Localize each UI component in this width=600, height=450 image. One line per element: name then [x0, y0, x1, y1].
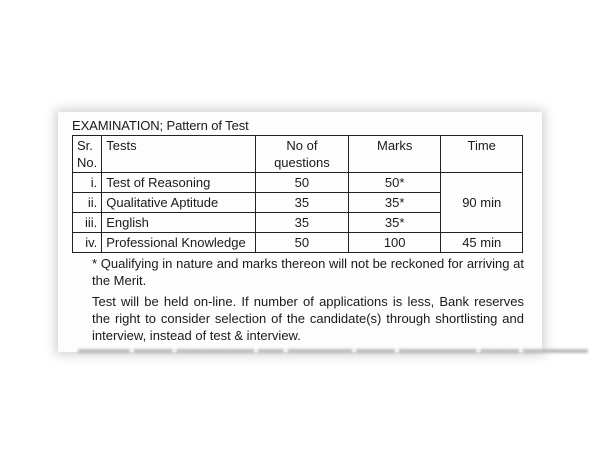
row-sr: iii.: [73, 213, 102, 233]
row-test: English: [102, 213, 256, 233]
row-questions: 35: [255, 193, 348, 213]
row-test: Professional Knowledge: [102, 233, 256, 253]
header-sr-no: [73, 136, 102, 173]
row-time-group-1: 90 min: [441, 173, 523, 233]
row-sr: ii.: [73, 193, 102, 213]
header-time: Time: [441, 136, 523, 173]
notes: [92, 255, 524, 344]
row-marks: 100: [348, 233, 440, 253]
row-questions: 35: [255, 213, 348, 233]
section-heading: EXAMINATION; Pattern of Test: [72, 118, 249, 133]
header-sr-line1: Sr.: [77, 138, 93, 153]
header-tests: Tests: [102, 136, 256, 173]
row-marks: 35*: [348, 213, 440, 233]
table-row: [73, 173, 523, 193]
note-paragraph: Test will be held on-line. If number of applications is less, Bank reserves the right to consider selection of the candidate(s) through shortlisting and interview, instead of test & interview.: [92, 294, 524, 343]
footnote: * Qualifying in nature and marks thereon will not be reckoned for arriving at the Merit.: [92, 256, 524, 288]
table-header-row: [73, 136, 523, 173]
row-marks: 35*: [348, 193, 440, 213]
header-questions-line2: questions: [274, 155, 330, 170]
header-questions-line1: No of: [286, 138, 318, 153]
exam-pattern-table: [72, 135, 523, 253]
row-test: Qualitative Aptitude: [102, 193, 256, 213]
cut-off-text-line: [78, 341, 588, 356]
row-questions: 50: [255, 173, 348, 193]
table-row: [73, 233, 523, 253]
document-content: [72, 118, 524, 348]
row-test: Test of Reasoning: [102, 173, 256, 193]
header-sr-line2: No.: [77, 155, 98, 170]
document-page: [58, 112, 588, 356]
row-sr: i.: [73, 173, 102, 193]
row-time-group-2: 45 min: [441, 233, 523, 253]
header-questions: [255, 136, 348, 173]
row-marks: 50*: [348, 173, 440, 193]
header-marks: Marks: [348, 136, 440, 173]
faded-text: ▬▬▬▬ ▬▬▬ ▬▬▬▬▬▬ ▬▬ ▬▬▬▬▬ ▬▬▬ ▬▬▬▬▬▬ ▬▬▬ ▬▬▬▬▬: [78, 341, 588, 356]
row-questions: 50: [255, 233, 348, 253]
row-sr: iv.: [73, 233, 102, 253]
